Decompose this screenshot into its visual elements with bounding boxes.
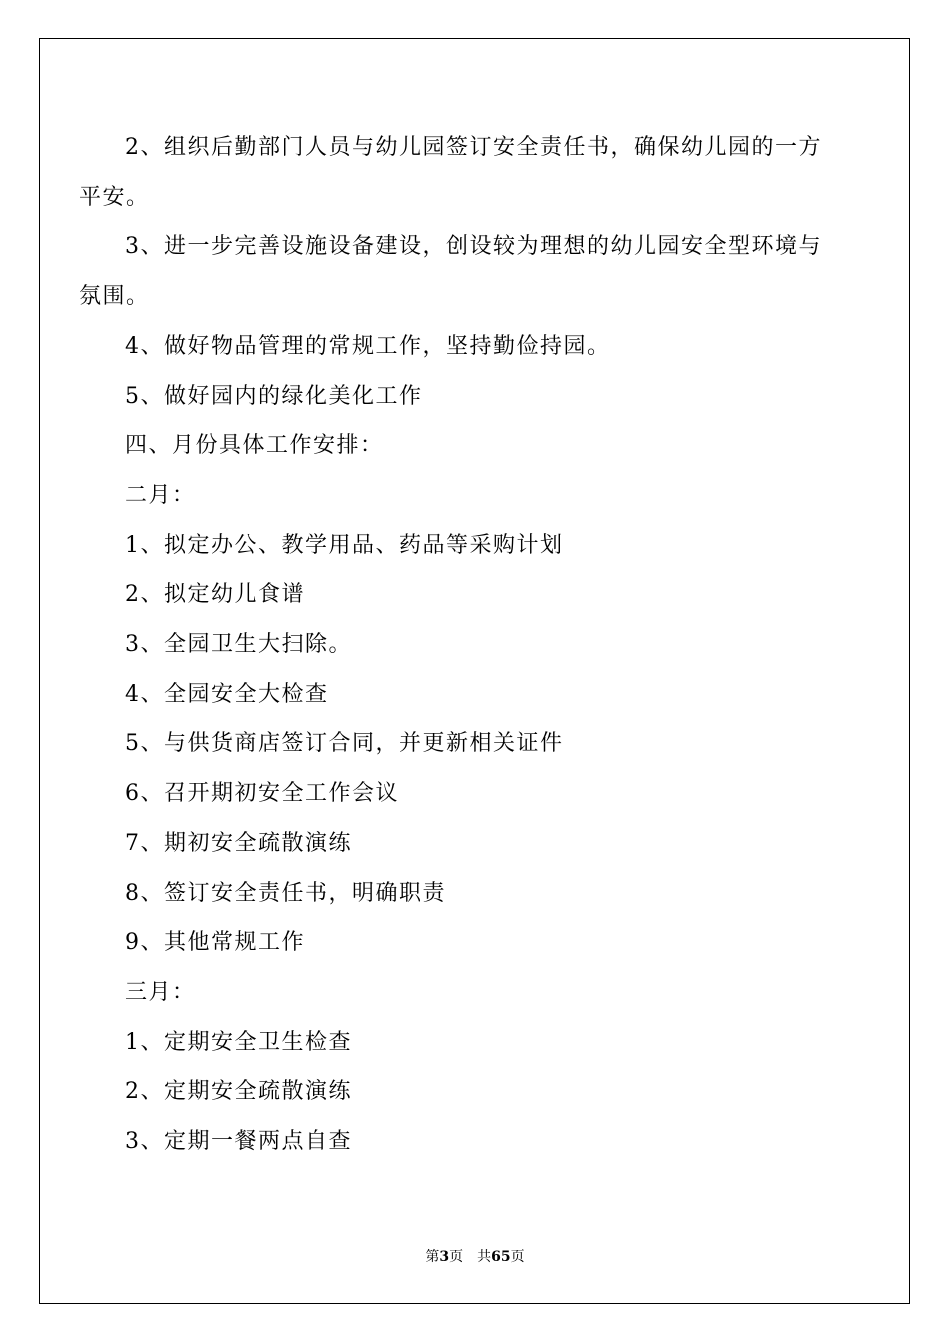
list-item: 2、拟定幼儿食谱 (125, 582, 305, 608)
list-item: 3、全园卫生大扫除。 (125, 632, 352, 658)
page-suffix: 页 (449, 1249, 464, 1265)
list-item: 1、定期安全卫生检查 (125, 1029, 352, 1055)
list-item: 9、其他常规工作 (125, 930, 305, 956)
document-body (79, 123, 839, 1167)
total-pages: 65 (491, 1249, 511, 1265)
page-number: 3 (439, 1249, 450, 1265)
paragraph: 3、进一步完善设施设备建设，创设较为理想的幼儿园安全型环境与氛围。 (79, 234, 822, 310)
list-item: 8、签订安全责任书，明确职责 (125, 880, 446, 906)
month-heading: 三月： (125, 979, 196, 1005)
total-prefix: 共 (477, 1249, 492, 1265)
paragraph: 5、做好园内的绿化美化工作 (125, 383, 423, 409)
paragraph: 4、做好物品管理的常规工作，坚持勤俭持园。 (125, 333, 611, 359)
list-item: 2、定期安全疏散演练 (125, 1079, 352, 1105)
total-suffix: 页 (510, 1249, 525, 1265)
list-item: 1、拟定办公、教学用品、药品等采购计划 (125, 532, 564, 558)
list-item: 4、全园安全大检查 (125, 681, 329, 707)
page-prefix: 第 (425, 1249, 440, 1265)
paragraph: 2、组织后勤部门人员与幼儿园签订安全责任书，确保幼儿园的一方平安。 (79, 135, 822, 210)
list-item: 6、召开期初安全工作会议 (125, 781, 399, 807)
page-footer (0, 1246, 950, 1266)
month-heading: 二月： (125, 482, 196, 508)
list-item: 3、定期一餐两点自查 (125, 1129, 352, 1155)
section-heading: 四、月份具体工作安排： (125, 433, 384, 459)
list-item: 5、与供货商店签订合同，并更新相关证件 (125, 731, 564, 757)
list-item: 7、期初安全疏散演练 (125, 830, 352, 856)
